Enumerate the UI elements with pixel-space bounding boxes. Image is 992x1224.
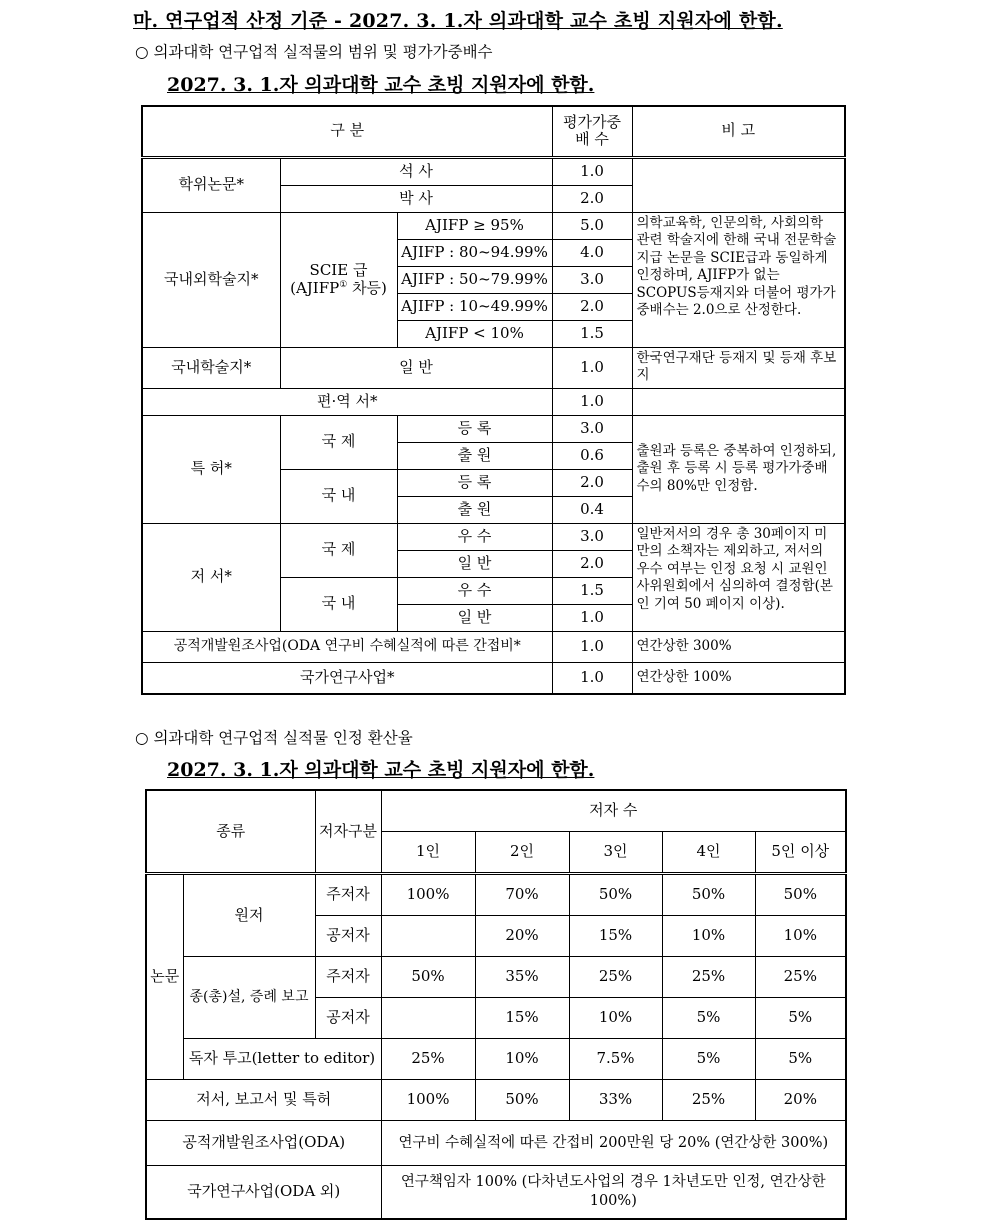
header-authors: 저자 수 <box>381 790 846 832</box>
ajifp-weight: 1.5 <box>552 320 632 347</box>
original-label: 원저 <box>183 874 315 957</box>
book-weight: 1.0 <box>552 604 632 631</box>
section2-bullet: ○ 의과대학 연구업적 실적물 인정 환산율 <box>135 729 413 747</box>
header-remark: 비 고 <box>632 106 845 157</box>
national-note: 연간상한 100% <box>632 662 845 694</box>
rate-cell: 50% <box>755 874 846 916</box>
scie-cell: SCIE 급 (AJIFP① 차등) <box>280 212 397 347</box>
rate-cell: 10% <box>755 916 846 957</box>
header-col: 1인 <box>381 832 475 874</box>
patent-application: 출 원 <box>397 442 552 469</box>
book-label: 저 서* <box>142 523 280 631</box>
thesis-doctor: 박 사 <box>280 185 552 212</box>
header-col: 3인 <box>569 832 662 874</box>
rate-cell: 25% <box>662 957 755 998</box>
rate-cell <box>381 998 475 1039</box>
patent-domestic: 국 내 <box>280 469 397 523</box>
rate-cell: 70% <box>475 874 569 916</box>
domestic-journal-note: 한국연구재단 등재지 및 등재 후보지 <box>632 347 845 388</box>
ajifp-weight: 4.0 <box>552 239 632 266</box>
rate-cell: 25% <box>755 957 846 998</box>
patent-weight: 2.0 <box>552 469 632 496</box>
ajifp-range: AJIFP < 10% <box>397 320 552 347</box>
conversion-table <box>145 789 847 1220</box>
review-label: 종(총)설, 증례 보고 <box>183 957 315 1039</box>
rate-cell: 5% <box>755 1039 846 1080</box>
national-value: 연구책임자 100% (다차년도사업의 경우 1차년도만 인정, 연간상한 100%) <box>381 1166 846 1220</box>
rate-cell: 15% <box>475 998 569 1039</box>
ajifp-weight: 3.0 <box>552 266 632 293</box>
patent-registration: 등 록 <box>397 469 552 496</box>
patent-intl: 국 제 <box>280 415 397 469</box>
intl-journal-note: 의학교육학, 인문의학, 사회의학 관련 학술지에 한해 국내 전문학술지급 논문을 SCIE급과 동일하게 인정하며, AJIFP가 없는 SCOPUS등재지와 더불어 평가가중배수는 2.0으로 산정한다. <box>632 212 845 347</box>
patent-note: 출원과 등록은 중복하여 인정하되, 출원 후 등록 시 등록 평가가중배수의 80%만 인정함. <box>632 415 845 523</box>
book-excellent: 우 수 <box>397 523 552 550</box>
rate-cell: 7.5% <box>569 1039 662 1080</box>
main-author: 주저자 <box>315 957 381 998</box>
rate-cell: 35% <box>475 957 569 998</box>
rate-cell: 100% <box>381 1080 475 1121</box>
header-category: 구 분 <box>142 106 552 157</box>
books-label: 저서, 보고서 및 특허 <box>146 1080 381 1121</box>
page-heading: 마. 연구업적 산정 기준 - 2027. 3. 1.자 의과대학 교수 초빙 지원자에 한함. <box>133 10 783 32</box>
rate-cell: 10% <box>569 998 662 1039</box>
domestic-journal-type: 일 반 <box>280 347 552 388</box>
domestic-journal-label: 국내학술지* <box>142 347 280 388</box>
domestic-journal-weight: 1.0 <box>552 347 632 388</box>
patent-registration: 등 록 <box>397 415 552 442</box>
letter-label: 독자 투고(letter to editor) <box>183 1039 381 1080</box>
section1-subtitle: 2027. 3. 1.자 의과대학 교수 초빙 지원자에 한함. <box>167 74 595 96</box>
patent-application: 출 원 <box>397 496 552 523</box>
national-label: 국가연구사업* <box>142 662 552 694</box>
book-note: 일반저서의 경우 총 30페이지 미만의 소책자는 제외하고, 저서의 우수 여부는 인정 요청 시 교원인사위원회에서 심의하여 결정함(본인 기여 50 페이지 이상). <box>632 523 845 631</box>
oda-value: 연구비 수혜실적에 따른 간접비 200만원 당 20% (연간상한 300%) <box>381 1121 846 1166</box>
book-general: 일 반 <box>397 550 552 577</box>
book-intl: 국 제 <box>280 523 397 577</box>
section2-subtitle: 2027. 3. 1.자 의과대학 교수 초빙 지원자에 한함. <box>167 759 595 781</box>
book-weight: 3.0 <box>552 523 632 550</box>
rate-cell: 15% <box>569 916 662 957</box>
rate-cell: 33% <box>569 1080 662 1121</box>
intl-journal-label: 국내외학술지* <box>142 212 280 347</box>
book-weight: 2.0 <box>552 550 632 577</box>
national-weight: 1.0 <box>552 662 632 694</box>
patent-label: 특 허* <box>142 415 280 523</box>
section1-bullet: ○ 의과대학 연구업적 실적물의 범위 및 평가가중배수 <box>135 43 493 61</box>
header-col: 2인 <box>475 832 569 874</box>
header-author-type: 저자구분 <box>315 790 381 874</box>
rate-cell: 5% <box>662 998 755 1039</box>
header-col: 4인 <box>662 832 755 874</box>
national-label: 국가연구사업(ODA 외) <box>146 1166 381 1220</box>
translation-weight: 1.0 <box>552 388 632 415</box>
rate-cell: 20% <box>475 916 569 957</box>
ajifp-weight: 5.0 <box>552 212 632 239</box>
oda-label: 공적개발원조사업(ODA 연구비 수혜실적에 따른 간접비* <box>142 631 552 662</box>
ajifp-range: AJIFP : 50~79.99% <box>397 266 552 293</box>
rate-cell: 10% <box>475 1039 569 1080</box>
rate-cell: 25% <box>662 1080 755 1121</box>
rate-cell: 50% <box>662 874 755 916</box>
header-type: 종류 <box>146 790 315 874</box>
header-weight: 평가가중 배 수 <box>552 106 632 157</box>
rate-cell: 100% <box>381 874 475 916</box>
ajifp-range: AJIFP : 10~49.99% <box>397 293 552 320</box>
co-author: 공저자 <box>315 998 381 1039</box>
rate-cell: 5% <box>662 1039 755 1080</box>
rate-cell <box>381 916 475 957</box>
oda-label: 공적개발원조사업(ODA) <box>146 1121 381 1166</box>
patent-weight: 3.0 <box>552 415 632 442</box>
rate-cell: 5% <box>755 998 846 1039</box>
patent-weight: 0.6 <box>552 442 632 469</box>
rate-cell: 25% <box>569 957 662 998</box>
book-general: 일 반 <box>397 604 552 631</box>
main-author: 주저자 <box>315 874 381 916</box>
book-domestic: 국 내 <box>280 577 397 631</box>
thesis-master: 석 사 <box>280 157 552 185</box>
header-col: 5인 이상 <box>755 832 846 874</box>
thesis-label: 학위논문* <box>142 157 280 212</box>
weight-table <box>141 105 846 695</box>
thesis-master-weight: 1.0 <box>552 157 632 185</box>
ajifp-range: AJIFP ≥ 95% <box>397 212 552 239</box>
co-author: 공저자 <box>315 916 381 957</box>
book-excellent: 우 수 <box>397 577 552 604</box>
rate-cell: 50% <box>475 1080 569 1121</box>
thesis-doctor-weight: 2.0 <box>552 185 632 212</box>
book-weight: 1.5 <box>552 577 632 604</box>
patent-weight: 0.4 <box>552 496 632 523</box>
rate-cell: 20% <box>755 1080 846 1121</box>
rate-cell: 10% <box>662 916 755 957</box>
rate-cell: 50% <box>381 957 475 998</box>
ajifp-range: AJIFP : 80~94.99% <box>397 239 552 266</box>
paper-label: 논문 <box>146 874 183 1080</box>
translation-label: 편·역 서* <box>142 388 552 415</box>
rate-cell: 50% <box>569 874 662 916</box>
oda-note: 연간상한 300% <box>632 631 845 662</box>
oda-weight: 1.0 <box>552 631 632 662</box>
rate-cell: 25% <box>381 1039 475 1080</box>
ajifp-weight: 2.0 <box>552 293 632 320</box>
